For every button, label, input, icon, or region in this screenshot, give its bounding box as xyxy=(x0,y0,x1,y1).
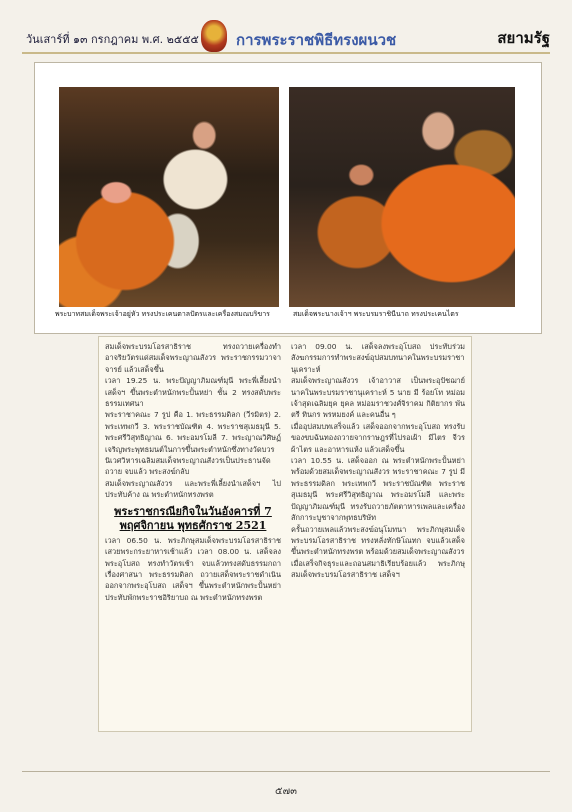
photo-caption-left: พระบาทสมเด็จพระเจ้าอยู่หัว ทรงประเคนตาลปัตรและเครื่องสมณบริขาร xyxy=(55,310,270,318)
page-header xyxy=(0,0,572,58)
paragraph: เวลา 19.25 น. พระปัญญาภิมณฑ์มุนี พระพี่เลี้ยงนำเสด็จฯ ขึ้นพระตำหนักพระปั้นหย่า ชั้น 2 ทรงสดับพระธรรมเทศนา xyxy=(105,376,281,409)
paragraph: เมื่ออุปสมบทเสร็จแล้ว เสด็จออกจากพระอุโบสถ ทรงรับของขบฉันทองถวายจากราษฎรที่ไปรอเฝ้า มีไตร จีวร ผ้าไตร และอาหารแห้ง แล้วเสด็จขึ้น xyxy=(291,421,465,454)
photo-caption-right: สมเด็จพระนางเจ้าฯ พระบรมราชินีนาถ ทรงประเคนไตร xyxy=(293,310,459,318)
article-box xyxy=(98,336,472,732)
paragraph: เวลา 06.50 น. พระภิกษุสมเด็จพระบรมโอรสาธิราช เสวยพระกระยาหารเช้าแล้ว เวลา 08.00 น. เสด็จลงพระอุโบสถ ทรงทำวัตรเช้า จบแล้วทรงสดับธรรมกถา เรื่องศาสนา พระธรรมดิลก ถวายเสด็จพระราชดำเนินออกจากพระอุโบสถ เสด็จฯ ขึ้นพระตำหนักพระปั้นหย่า ประทับพักพระราชอิริยาบถ ณ พระตำหนักทรงพรต xyxy=(105,535,281,602)
section-subheading: พระราชกรณียกิจในวันอังคารที่ 7 พฤศจิกายน พุทธศักราช 2521 xyxy=(114,504,272,532)
photo-frame xyxy=(34,62,542,334)
article-column-right xyxy=(291,341,465,581)
paragraph: พระราชาคณะ 7 รูป คือ 1. พระธรรมดิลก (วีรมิตร) 2. พระเทพกวี 3. พระราชบัณฑิต 4. พระราชสุเมธมุนี 5. พระศรีวิสุทธิญาณ 6. พระอมรโมลี 7. พระญาณวิศิษฏ์ เจริญพระพุทธมนต์ในการขึ้นพระตำหนักซึ่งทางวัดบวรนิเวศวิหารเฉลิมสมเด็จพระญาณสังวรเป็นประธานจัดถวาย จบแล้ว พระสงฆ์กลับ xyxy=(105,410,281,477)
royal-emblem-icon xyxy=(201,20,227,52)
paragraph: สมเด็จพระญาณสังวร เจ้าอาวาส เป็นพระอุปัชฌาย์ นาคในพระบรมราชานุเคราะห์ 5 นาย มี ร้อยโท หม่อมเจ้าสุดเฉลิมยุค ยุคล หม่อมราชวงศ์จิราคม กิติยากร พันตรี ทินกร พรหมยงค์ และคนอื่น ๆ xyxy=(291,376,465,420)
paragraph: เวลา 09.00 น. เสด็จลงพระอุโบสถ ประทับร่วมสังฆกรรมการทำพระสงฆ์อุปสมบทนาคในพระบรมราชานุเคราะห์ xyxy=(291,342,465,374)
page-number: ๕๗๓ xyxy=(275,786,297,797)
article-column-left xyxy=(105,341,281,603)
header-title: การพระราชพิธีทรงผนวช xyxy=(236,31,397,49)
paragraph: เมื่อเสร็จกิจธุระและถอนสมาธิเรียบร้อยแล้ว พระภิกษุสมเด็จพระบรมโอรสาธิราช เสด็จฯ xyxy=(291,558,465,580)
photo-offering-ceremony xyxy=(59,87,279,307)
paragraph: เวลา 10.55 น. เสด็จออก ณ พระตำหนักพระปั้นหย่า พร้อมด้วยสมเด็จพระญาณสังวร พระราชาคณะ 7 รูป มีพระธรรมดิลก พระเทพกวี พระราชบัณฑิต พระราชสุเมธมุนี พระศรีวิสุทธิญาณ พระอมรโมลี และพระปัญญาภิมณฑ์มุนี ทรงรับถวายภัตตาหารเพลและเครื่องสักการะบูชาจากพุทธบริษัท xyxy=(291,456,465,523)
paragraph: สมเด็จพระบรมโอรสาธิราช ทรงถวายเครื่องทำอาจริยวัตรแด่สมเด็จพระญาณสังวร พระราชกรรมวาจาจารย์ แล้วเสด็จขึ้น xyxy=(105,342,281,374)
photo-robe-presentation xyxy=(289,87,515,307)
header-date: วันเสาร์ที่ ๑๓ กรกฎาคม พ.ศ. ๒๕๕๕ xyxy=(26,33,199,46)
paragraph: สมเด็จพระญาณสังวร และพระพี่เลี้ยงนำเสด็จฯ ไปประทับค้าง ณ พระตำหนักทรงพรต xyxy=(105,478,281,500)
publication-name: สยามรัฐ xyxy=(497,29,550,47)
header-divider xyxy=(22,52,550,54)
footer-divider xyxy=(22,771,550,772)
paragraph: ครั้นถวายเพลแล้วพระสงฆ์อนุโมทนา พระภิกษุสมเด็จพระบรมโอรสาธิราช ทรงหลั่งทักษิโณทก จบแล้วเสด็จขึ้นพระตำหนักทรงพรต พร้อมด้วยสมเด็จพระญาณสังวร xyxy=(291,524,465,557)
